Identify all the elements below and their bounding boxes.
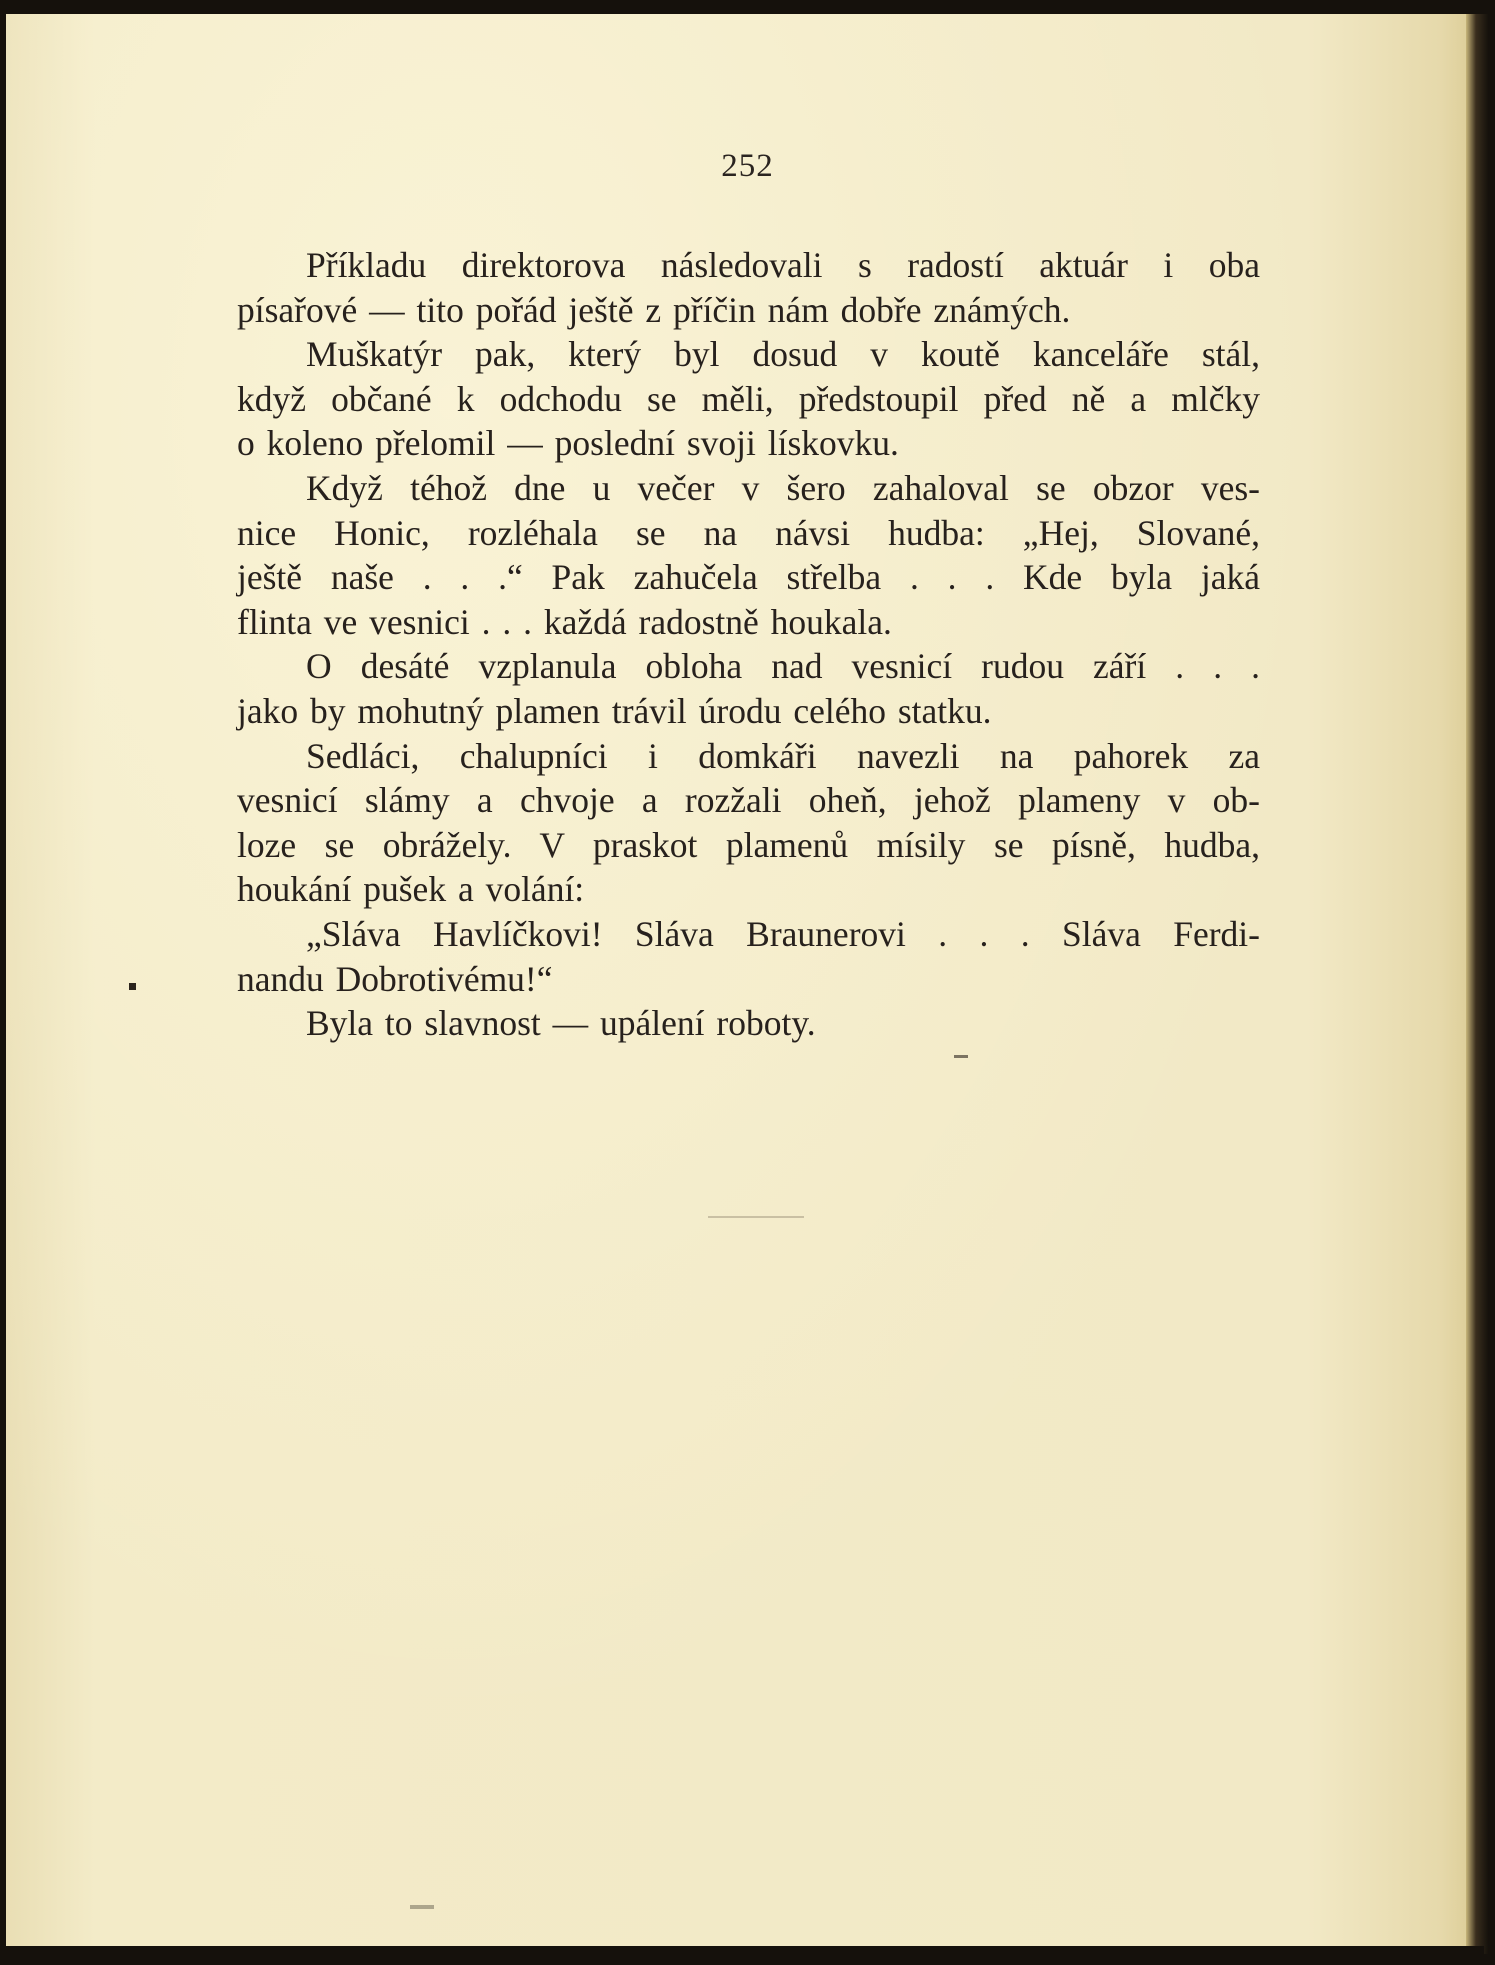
page-number: 252	[721, 148, 774, 184]
text-line: nandu Dobrotivému!“	[237, 958, 553, 999]
text-line: vesnicí slámy a chvoje a rozžali oheň, jehož plameny v ob-	[237, 780, 1260, 821]
text-line: „Sláva Havlíčkovi! Sláva Braunerovi . . . Sláva Ferdi-	[306, 913, 1260, 954]
text-line: Muškatýr pak, který byl dosud v koutě kanceláře stál,	[306, 334, 1260, 375]
text-line: písařové — tito pořád ještě z příčin nám dobře známých.	[237, 289, 1071, 330]
text-line: o koleno přelomil — poslední svoji lískovku.	[237, 423, 899, 464]
text-line: Byla to slavnost — upálení roboty.	[306, 1003, 816, 1044]
ink-speck	[129, 983, 136, 990]
text-line: ještě naše . . .“ Pak zahučela střelba . . . Kde byla jaká	[237, 557, 1260, 598]
text-line: Příkladu direktorova následovali s radostí aktuár i oba	[306, 245, 1260, 285]
text-line: Když téhož dne u večer v šero zahaloval se obzor ves-	[306, 467, 1260, 508]
scan-bottom-edge	[6, 1946, 1484, 1965]
text-line: houkání pušek a volání:	[237, 869, 585, 910]
text-line: O desáté vzplanula obloha nad vesnicí rudou září . . .	[306, 646, 1260, 687]
text-line: loze se obrážely. V praskot plamenů mísily se písně, hudba,	[237, 824, 1260, 865]
text-line: jako by mohutný plamen trávil úrodu celého statku.	[237, 690, 992, 731]
text-line: nice Honic, rozléhala se na návsi hudba: „Hej, Slované,	[237, 512, 1260, 553]
book-spine-edge	[1466, 14, 1488, 1954]
ink-speck	[954, 1055, 968, 1058]
text-line: Sedláci, chalupníci i domkáři navezli na pahorek za	[306, 735, 1260, 776]
body-text	[237, 243, 1260, 1046]
faint-rule	[708, 1216, 804, 1218]
ink-speck	[410, 1905, 434, 1909]
text-line: když občané k odchodu se měli, předstoupil před ně a mlčky	[237, 378, 1260, 419]
text-line: flinta ve vesnici . . . každá radostně houkala.	[237, 601, 892, 642]
